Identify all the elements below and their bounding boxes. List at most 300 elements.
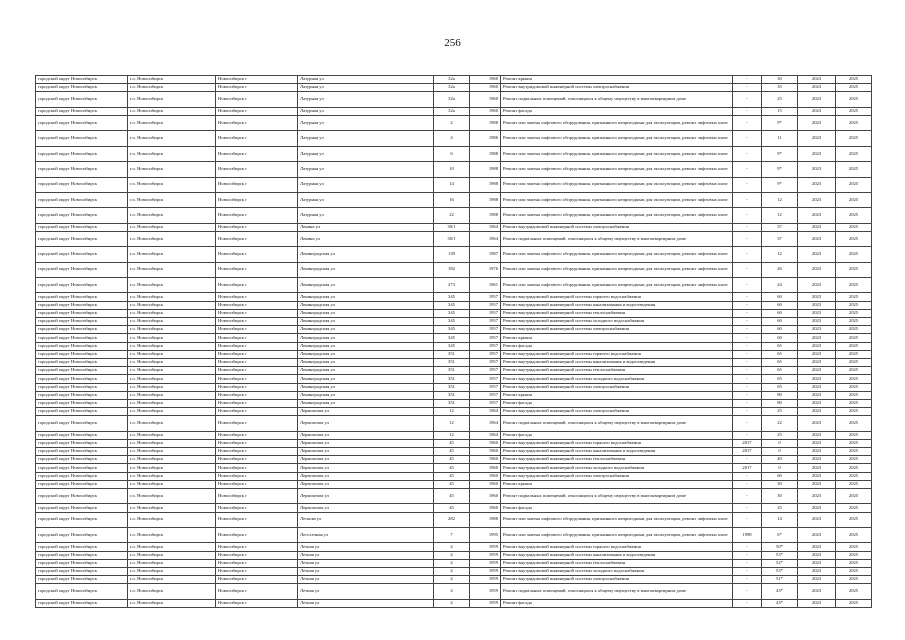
- period-start-cell: 2023: [798, 367, 836, 375]
- year-built-cell: 1964: [470, 416, 501, 431]
- period-end-cell: 2025: [836, 551, 872, 559]
- last-repair-year-cell: -: [733, 318, 762, 326]
- district-cell: г.о. Новосибирск: [128, 131, 216, 146]
- table-row: [36, 192, 872, 207]
- work-type-cell: Ремонт крыши: [501, 480, 733, 488]
- street-cell: Ленинградская ул: [298, 342, 434, 350]
- municipality-cell: городской округ Новосибирск: [36, 480, 128, 488]
- street-cell: Лермонтова ул: [298, 472, 434, 480]
- period-end-cell: 2025: [836, 416, 872, 431]
- wear-percent-cell: 43*: [762, 584, 798, 599]
- settlement-cell: Новосибирск г: [216, 162, 298, 177]
- street-cell: Ленинградская ул: [298, 383, 434, 391]
- year-built-cell: 1959: [470, 576, 501, 584]
- municipality-cell: городской округ Новосибирск: [36, 559, 128, 567]
- wear-percent-cell: 0: [762, 439, 798, 447]
- period-end-cell: 2025: [836, 375, 872, 383]
- year-built-cell: 1957: [470, 350, 501, 358]
- table-row: [36, 439, 872, 447]
- year-built-cell: 1957: [470, 293, 501, 301]
- district-cell: г.о. Новосибирск: [128, 92, 216, 107]
- work-type-cell: Ремонт подвальных помещений, относящихся к общему имуществу в многоквартирном доме: [501, 231, 733, 246]
- district-cell: г.о. Новосибирск: [128, 76, 216, 84]
- last-repair-year-cell: -: [733, 146, 762, 161]
- municipality-cell: городской округ Новосибирск: [36, 431, 128, 439]
- settlement-cell: Новосибирск г: [216, 456, 298, 464]
- table-row: [36, 576, 872, 584]
- municipality-cell: городской округ Новосибирск: [36, 416, 128, 431]
- period-end-cell: 2025: [836, 504, 872, 512]
- period-end-cell: 2025: [836, 439, 872, 447]
- street-cell: Ленинградская ул: [298, 262, 434, 277]
- wear-percent-cell: 53*: [762, 551, 798, 559]
- municipality-cell: городской округ Новосибирск: [36, 358, 128, 366]
- work-type-cell: Ремонт внутридомовой инженерной системы холодного водоснабжения: [501, 464, 733, 472]
- last-repair-year-cell: 2017: [733, 439, 762, 447]
- table-row: [36, 383, 872, 391]
- work-type-cell: Ремонт или замена лифтового оборудования, признанного непригодным для эксплуатации, ремонт лифтовых шахт: [501, 527, 733, 542]
- settlement-cell: Новосибирск г: [216, 584, 298, 599]
- settlement-cell: Новосибирск г: [216, 559, 298, 567]
- house-cell: 139: [434, 247, 470, 262]
- work-type-cell: Ремонт крыши: [501, 391, 733, 399]
- street-cell: Ленинградская ул: [298, 375, 434, 383]
- table-row: [36, 408, 872, 416]
- last-repair-year-cell: -: [733, 551, 762, 559]
- street-cell: Лермонтова ул: [298, 464, 434, 472]
- wear-percent-cell: 22: [762, 416, 798, 431]
- work-type-cell: Ремонт внутридомовой инженерной системы электроснабжения: [501, 326, 733, 334]
- period-end-cell: 2025: [836, 262, 872, 277]
- work-type-cell: Ремонт или замена лифтового оборудования, признанного непригодным для эксплуатации, ремонт лифтовых шахт: [501, 146, 733, 161]
- period-end-cell: 2025: [836, 231, 872, 246]
- settlement-cell: Новосибирск г: [216, 464, 298, 472]
- settlement-cell: Новосибирск г: [216, 131, 298, 146]
- period-end-cell: 2025: [836, 162, 872, 177]
- district-cell: г.о. Новосибирск: [128, 416, 216, 431]
- settlement-cell: Новосибирск г: [216, 576, 298, 584]
- work-type-cell: Ремонт внутридомовой инженерной системы электроснабжения: [501, 223, 733, 231]
- house-cell: 351: [434, 399, 470, 407]
- municipality-cell: городской округ Новосибирск: [36, 504, 128, 512]
- period-start-cell: 2023: [798, 584, 836, 599]
- municipality-cell: городской округ Новосибирск: [36, 262, 128, 277]
- house-cell: 30/1: [434, 231, 470, 246]
- house-cell: 282: [434, 512, 470, 527]
- work-type-cell: Ремонт или замена лифтового оборудования, признанного непригодным для эксплуатации, ремонт лифтовых шахт: [501, 262, 733, 277]
- table-row: [36, 456, 872, 464]
- last-repair-year-cell: -: [733, 231, 762, 246]
- period-end-cell: 2025: [836, 92, 872, 107]
- wear-percent-cell: 50*: [762, 543, 798, 551]
- settlement-cell: Новосибирск г: [216, 350, 298, 358]
- period-start-cell: 2023: [798, 247, 836, 262]
- table-row: [36, 480, 872, 488]
- period-start-cell: 2023: [798, 146, 836, 161]
- municipality-cell: городской округ Новосибирск: [36, 146, 128, 161]
- wear-percent-cell: 26: [762, 262, 798, 277]
- district-cell: г.о. Новосибирск: [128, 367, 216, 375]
- settlement-cell: Новосибирск г: [216, 480, 298, 488]
- district-cell: г.о. Новосибирск: [128, 464, 216, 472]
- work-type-cell: Ремонт внутридомовой инженерной системы горячего водоснабжения: [501, 439, 733, 447]
- table-row: [36, 278, 872, 293]
- municipality-cell: городской округ Новосибирск: [36, 391, 128, 399]
- municipality-cell: городской округ Новосибирск: [36, 76, 128, 84]
- last-repair-year-cell: -: [733, 162, 762, 177]
- settlement-cell: Новосибирск г: [216, 115, 298, 130]
- house-cell: 345: [434, 293, 470, 301]
- district-cell: г.о. Новосибирск: [128, 326, 216, 334]
- table-row: [36, 367, 872, 375]
- street-cell: Лермонтова ул: [298, 431, 434, 439]
- wear-percent-cell: 60: [762, 301, 798, 309]
- street-cell: Лазурная ул: [298, 107, 434, 115]
- wear-percent-cell: 25: [762, 92, 798, 107]
- year-built-cell: 1961: [470, 278, 501, 293]
- period-start-cell: 2023: [798, 399, 836, 407]
- work-type-cell: Ремонт фасада: [501, 504, 733, 512]
- work-type-cell: Ремонт подвальных помещений, относящихся к общему имуществу в многоквартирном доме: [501, 416, 733, 431]
- settlement-cell: Новосибирск г: [216, 367, 298, 375]
- house-cell: 45: [434, 472, 470, 480]
- street-cell: Лермонтова ул: [298, 480, 434, 488]
- municipality-cell: городской округ Новосибирск: [36, 334, 128, 342]
- house-cell: 351: [434, 367, 470, 375]
- work-type-cell: Ремонт внутридомовой инженерной системы горячего водоснабжения: [501, 543, 733, 551]
- street-cell: Ленинградская ул: [298, 399, 434, 407]
- period-start-cell: 2023: [798, 551, 836, 559]
- house-cell: 4: [434, 599, 470, 607]
- work-type-cell: Ремонт внутридомовой инженерной системы горячего водоснабжения: [501, 350, 733, 358]
- work-type-cell: Ремонт внутридомовой инженерной системы холодного водоснабжения: [501, 318, 733, 326]
- wear-percent-cell: 15: [762, 107, 798, 115]
- table-row: [36, 391, 872, 399]
- district-cell: г.о. Новосибирск: [128, 456, 216, 464]
- wear-percent-cell: 60: [762, 334, 798, 342]
- house-cell: 45: [434, 439, 470, 447]
- street-cell: Ленинградская ул: [298, 247, 434, 262]
- street-cell: Лермонтова ул: [298, 504, 434, 512]
- house-cell: 32а: [434, 76, 470, 84]
- wear-percent-cell: 9*: [762, 115, 798, 130]
- period-start-cell: 2023: [798, 115, 836, 130]
- table-row: [36, 326, 872, 334]
- work-type-cell: Ремонт внутридомовой инженерной системы канализования и водоотведения: [501, 358, 733, 366]
- wear-percent-cell: 6*: [762, 527, 798, 542]
- municipality-cell: городской округ Новосибирск: [36, 488, 128, 503]
- last-repair-year-cell: -: [733, 488, 762, 503]
- wear-percent-cell: 65: [762, 367, 798, 375]
- year-built-cell: 1960: [470, 504, 501, 512]
- settlement-cell: Новосибирск г: [216, 262, 298, 277]
- table-row: [36, 399, 872, 407]
- period-end-cell: 2025: [836, 512, 872, 527]
- wear-percent-cell: 60: [762, 326, 798, 334]
- year-built-cell: 1988: [470, 512, 501, 527]
- municipality-cell: городской округ Новосибирск: [36, 408, 128, 416]
- period-end-cell: 2025: [836, 146, 872, 161]
- settlement-cell: Новосибирск г: [216, 527, 298, 542]
- year-built-cell: 1960: [470, 488, 501, 503]
- street-cell: Лермонтова ул: [298, 416, 434, 431]
- district-cell: г.о. Новосибирск: [128, 162, 216, 177]
- work-type-cell: Ремонт или замена лифтового оборудования, признанного непригодным для эксплуатации, ремонт лифтовых шахт: [501, 115, 733, 130]
- wear-percent-cell: 12: [762, 192, 798, 207]
- settlement-cell: Новосибирск г: [216, 383, 298, 391]
- table-row: [36, 559, 872, 567]
- house-cell: 6: [434, 146, 470, 161]
- period-end-cell: 2025: [836, 464, 872, 472]
- work-type-cell: Ремонт внутридомовой инженерной системы теплоснабжения: [501, 559, 733, 567]
- municipality-cell: городской округ Новосибирск: [36, 576, 128, 584]
- work-type-cell: Ремонт подвальных помещений, относящихся к общему имуществу в многоквартирном доме: [501, 488, 733, 503]
- period-end-cell: 2025: [836, 326, 872, 334]
- period-end-cell: 2025: [836, 456, 872, 464]
- period-start-cell: 2023: [798, 192, 836, 207]
- period-end-cell: 2025: [836, 247, 872, 262]
- period-start-cell: 2023: [798, 599, 836, 607]
- settlement-cell: Новосибирск г: [216, 399, 298, 407]
- municipality-cell: городской округ Новосибирск: [36, 472, 128, 480]
- last-repair-year-cell: -: [733, 334, 762, 342]
- district-cell: г.о. Новосибирск: [128, 391, 216, 399]
- table-row: [36, 448, 872, 456]
- period-end-cell: 2025: [836, 350, 872, 358]
- last-repair-year-cell: -: [733, 576, 762, 584]
- period-start-cell: 2023: [798, 543, 836, 551]
- period-start-cell: 2023: [798, 456, 836, 464]
- municipality-cell: городской округ Новосибирск: [36, 92, 128, 107]
- year-built-cell: 1986: [470, 131, 501, 146]
- table-row: [36, 262, 872, 277]
- year-built-cell: 1960: [470, 456, 501, 464]
- municipality-cell: городской округ Новосибирск: [36, 456, 128, 464]
- last-repair-year-cell: -: [733, 309, 762, 317]
- last-repair-year-cell: -: [733, 177, 762, 192]
- street-cell: Ленинградская ул: [298, 318, 434, 326]
- last-repair-year-cell: -: [733, 76, 762, 84]
- work-type-cell: Ремонт внутридомовой инженерной системы электроснабжения: [501, 383, 733, 391]
- house-cell: 4: [434, 576, 470, 584]
- table-row: [36, 416, 872, 431]
- period-start-cell: 2023: [798, 177, 836, 192]
- municipality-cell: городской округ Новосибирск: [36, 448, 128, 456]
- settlement-cell: Новосибирск г: [216, 567, 298, 575]
- house-cell: 12: [434, 431, 470, 439]
- house-cell: 22: [434, 208, 470, 223]
- year-built-cell: 1959: [470, 543, 501, 551]
- district-cell: г.о. Новосибирск: [128, 512, 216, 527]
- period-start-cell: 2023: [798, 567, 836, 575]
- period-end-cell: 2025: [836, 448, 872, 456]
- district-cell: г.о. Новосибирск: [128, 551, 216, 559]
- district-cell: г.о. Новосибирск: [128, 584, 216, 599]
- house-cell: 345: [434, 326, 470, 334]
- period-start-cell: 2023: [798, 488, 836, 503]
- table-row: [36, 350, 872, 358]
- settlement-cell: Новосибирск г: [216, 358, 298, 366]
- municipality-cell: городской округ Новосибирск: [36, 192, 128, 207]
- municipality-cell: городской округ Новосибирск: [36, 247, 128, 262]
- district-cell: г.о. Новосибирск: [128, 576, 216, 584]
- work-type-cell: Ремонт внутридомовой инженерной системы холодного водоснабжения: [501, 567, 733, 575]
- last-repair-year-cell: -: [733, 301, 762, 309]
- period-start-cell: 2023: [798, 527, 836, 542]
- settlement-cell: Новосибирск г: [216, 231, 298, 246]
- wear-percent-cell: 60: [762, 293, 798, 301]
- settlement-cell: Новосибирск г: [216, 278, 298, 293]
- district-cell: г.о. Новосибирск: [128, 599, 216, 607]
- settlement-cell: Новосибирск г: [216, 543, 298, 551]
- table-row: [36, 76, 872, 84]
- year-built-cell: 1987: [470, 247, 501, 262]
- period-start-cell: 2023: [798, 472, 836, 480]
- period-end-cell: 2025: [836, 293, 872, 301]
- period-end-cell: 2025: [836, 559, 872, 567]
- wear-percent-cell: 60: [762, 318, 798, 326]
- house-cell: 12: [434, 408, 470, 416]
- table-row: [36, 318, 872, 326]
- district-cell: г.о. Новосибирск: [128, 488, 216, 503]
- municipality-cell: городской округ Новосибирск: [36, 231, 128, 246]
- settlement-cell: Новосибирск г: [216, 472, 298, 480]
- work-type-cell: Ремонт внутридомовой инженерной системы электроснабжения: [501, 84, 733, 92]
- period-start-cell: 2023: [798, 76, 836, 84]
- wear-percent-cell: 9*: [762, 162, 798, 177]
- street-cell: Ленинградская ул: [298, 278, 434, 293]
- period-start-cell: 2023: [798, 559, 836, 567]
- settlement-cell: Новосибирск г: [216, 293, 298, 301]
- settlement-cell: Новосибирск г: [216, 439, 298, 447]
- settlement-cell: Новосибирск г: [216, 192, 298, 207]
- last-repair-year-cell: -: [733, 480, 762, 488]
- street-cell: Ленинградская ул: [298, 334, 434, 342]
- wear-percent-cell: 65: [762, 358, 798, 366]
- settlement-cell: Новосибирск г: [216, 334, 298, 342]
- last-repair-year-cell: -: [733, 599, 762, 607]
- municipality-cell: городской округ Новосибирск: [36, 512, 128, 527]
- municipality-cell: городской округ Новосибирск: [36, 599, 128, 607]
- house-cell: 351: [434, 375, 470, 383]
- year-built-cell: 1959: [470, 559, 501, 567]
- period-start-cell: 2023: [798, 375, 836, 383]
- municipality-cell: городской округ Новосибирск: [36, 543, 128, 551]
- work-type-cell: Ремонт внутридомовой инженерной системы электроснабжения: [501, 576, 733, 584]
- settlement-cell: Новосибирск г: [216, 208, 298, 223]
- house-cell: 32а: [434, 84, 470, 92]
- last-repair-year-cell: -: [733, 92, 762, 107]
- table-row: [36, 567, 872, 575]
- last-repair-year-cell: -: [733, 278, 762, 293]
- settlement-cell: Новосибирск г: [216, 551, 298, 559]
- year-built-cell: 1957: [470, 383, 501, 391]
- period-start-cell: 2023: [798, 293, 836, 301]
- period-start-cell: 2023: [798, 231, 836, 246]
- work-type-cell: Ремонт или замена лифтового оборудования, признанного непригодным для эксплуатации, ремонт лифтовых шахт: [501, 208, 733, 223]
- table-row: [36, 512, 872, 527]
- period-end-cell: 2025: [836, 383, 872, 391]
- year-built-cell: 1957: [470, 342, 501, 350]
- table-row: [36, 177, 872, 192]
- period-end-cell: 2025: [836, 576, 872, 584]
- house-cell: 4: [434, 567, 470, 575]
- last-repair-year-cell: -: [733, 247, 762, 262]
- municipality-cell: городской округ Новосибирск: [36, 383, 128, 391]
- district-cell: г.о. Новосибирск: [128, 543, 216, 551]
- settlement-cell: Новосибирск г: [216, 512, 298, 527]
- period-start-cell: 2023: [798, 391, 836, 399]
- table-row: [36, 488, 872, 503]
- period-start-cell: 2023: [798, 334, 836, 342]
- year-built-cell: 1964: [470, 231, 501, 246]
- district-cell: г.о. Новосибирск: [128, 408, 216, 416]
- period-end-cell: 2025: [836, 399, 872, 407]
- street-cell: Ленина ул: [298, 231, 434, 246]
- street-cell: Лескова ул: [298, 512, 434, 527]
- settlement-cell: Новосибирск г: [216, 342, 298, 350]
- settlement-cell: Новосибирск г: [216, 107, 298, 115]
- street-cell: Летная ул: [298, 584, 434, 599]
- table-row: [36, 115, 872, 130]
- period-start-cell: 2023: [798, 131, 836, 146]
- table-row: [36, 599, 872, 607]
- table-row: [36, 84, 872, 92]
- year-built-cell: 1960: [470, 107, 501, 115]
- last-repair-year-cell: -: [733, 431, 762, 439]
- year-built-cell: 1964: [470, 408, 501, 416]
- street-cell: Лазурная ул: [298, 131, 434, 146]
- period-end-cell: 2025: [836, 527, 872, 542]
- table-row: [36, 334, 872, 342]
- table-row: [36, 464, 872, 472]
- wear-percent-cell: 12: [762, 208, 798, 223]
- municipality-cell: городской округ Новосибирск: [36, 567, 128, 575]
- municipality-cell: городской округ Новосибирск: [36, 367, 128, 375]
- year-built-cell: 1960: [470, 92, 501, 107]
- work-type-cell: Ремонт внутридомовой инженерной системы электроснабжения: [501, 472, 733, 480]
- street-cell: Лазурная ул: [298, 115, 434, 130]
- house-cell: 45: [434, 488, 470, 503]
- table-row: [36, 584, 872, 599]
- period-start-cell: 2023: [798, 448, 836, 456]
- district-cell: г.о. Новосибирск: [128, 375, 216, 383]
- period-end-cell: 2025: [836, 599, 872, 607]
- municipality-cell: городской округ Новосибирск: [36, 439, 128, 447]
- year-built-cell: 1964: [470, 431, 501, 439]
- house-cell: 45: [434, 504, 470, 512]
- year-built-cell: 1957: [470, 391, 501, 399]
- period-end-cell: 2025: [836, 131, 872, 146]
- work-type-cell: Ремонт внутридомовой инженерной системы теплоснабжения: [501, 456, 733, 464]
- house-cell: 351: [434, 383, 470, 391]
- table-row: [36, 223, 872, 231]
- wear-percent-cell: 14: [762, 512, 798, 527]
- street-cell: Летная ул: [298, 551, 434, 559]
- wear-percent-cell: 30: [762, 480, 798, 488]
- house-cell: 2: [434, 115, 470, 130]
- last-repair-year-cell: -: [733, 262, 762, 277]
- period-end-cell: 2025: [836, 309, 872, 317]
- settlement-cell: Новосибирск г: [216, 92, 298, 107]
- municipality-cell: городской округ Новосибирск: [36, 115, 128, 130]
- district-cell: г.о. Новосибирск: [128, 399, 216, 407]
- district-cell: г.о. Новосибирск: [128, 334, 216, 342]
- wear-percent-cell: 0: [762, 448, 798, 456]
- street-cell: Лазурная ул: [298, 76, 434, 84]
- municipality-cell: городской округ Новосибирск: [36, 84, 128, 92]
- year-built-cell: 1960: [470, 480, 501, 488]
